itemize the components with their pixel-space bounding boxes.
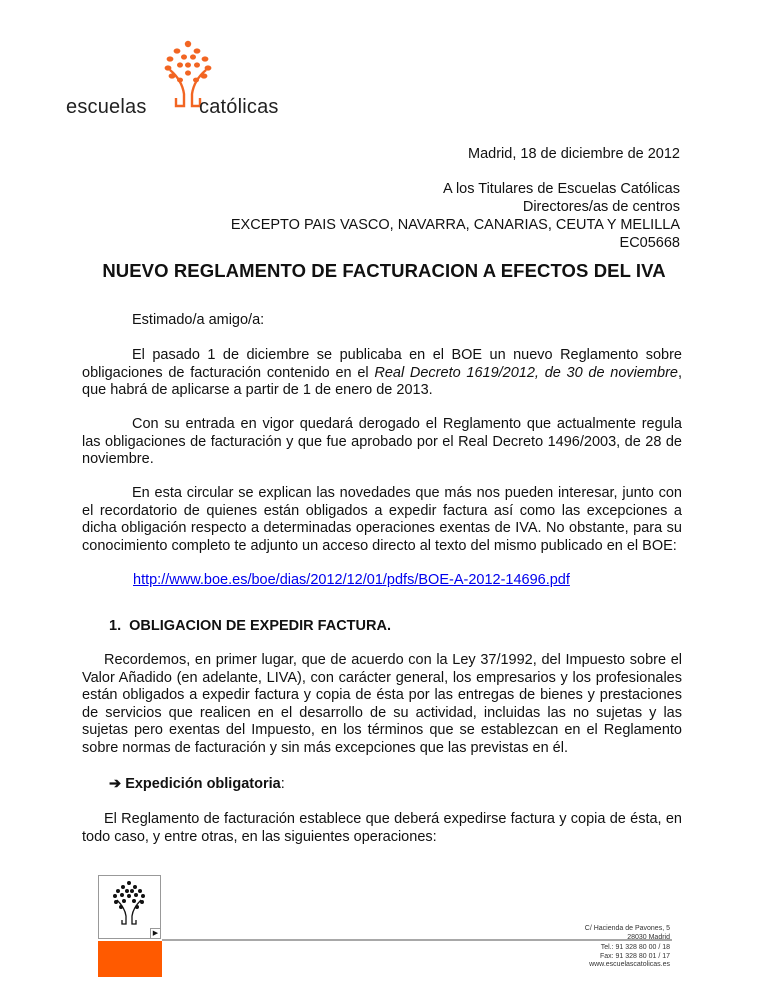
logo-text-catolicas: católicas [199, 96, 279, 118]
footer-orange-block [98, 941, 162, 977]
paragraph-text: , que habrá de aplicarse a partir de 1 de enero de 2013. [82, 364, 682, 398]
section-1-heading: 1. OBLIGACION DE EXPEDIR FACTURA. [109, 618, 391, 634]
recipient-line: EXCEPTO PAIS VASCO, NAVARRA, CANARIAS, CEUTA Y MELILLA [230, 217, 680, 233]
paragraph-repeal: Con su entrada en vigor quedará derogado el Reglamento que actualmente regula las obligaciones de facturación y que fue aprobado por el Real Decreto 1496/2003, de 28 de noviembre. [82, 416, 682, 467]
address-city: 28030 Madrid [627, 933, 670, 941]
subheading-colon: : [280, 776, 285, 792]
greeting: Estimado/a amigo/a: [132, 312, 265, 328]
footer-website: www.escuelascatolicas.es [589, 961, 670, 968]
arrow-right-icon: ➔ [109, 776, 122, 792]
document-title: NUEVO REGLAMENTO DE FACTURACION A EFECTOS DEL IVA [102, 260, 666, 281]
subheading-body: El Reglamento de facturación establece que deberá expedirse factura y copia de ésta, en todo caso, y entre otras, en las siguientes operaciones: [82, 811, 682, 845]
date-line: Madrid, 18 de diciembre de 2012 [468, 146, 680, 162]
play-icon: ▶ [150, 928, 161, 939]
address-street: C/ Hacienda de Pavones, 5 [584, 925, 670, 932]
subheading-expedicion [109, 776, 285, 792]
recipient-line: A los Titulares de Escuelas Católicas [443, 181, 680, 197]
subheading-text: Expedición obligatoria [125, 776, 281, 792]
footer-fax: Fax: 91 328 80 01 / 17 [599, 952, 670, 960]
reference-code: EC05668 [619, 235, 680, 251]
logo-text-escuelas: escuelas [66, 96, 147, 118]
paragraph-text: El pasado 1 de diciembre se publicaba en el BOE un nuevo Reglamento sobre obligaciones de facturación contenido en el [82, 347, 682, 381]
recipient-line: Directores/as de centros [522, 199, 680, 215]
footer-contact [589, 944, 670, 970]
footer-address [585, 925, 670, 942]
paragraph-intro [82, 347, 682, 400]
escuelas-catolicas-logo [66, 38, 296, 118]
footer-phone: Tel.: 91 328 80 00 / 18 [600, 944, 670, 951]
section-1-body: Recordemos, en primer lugar, que de acuerdo con la Ley 37/1992, del Impuesto sobre el Valor Añadido (en adelante, LIVA), con carácter general, los empresarios y los profesionales están obligados a expedir factura y copia de ésta por las entregas de bienes y prestaciones de servicios que realicen en el desarrollo de su actividad, incluidas las no sujetas y las sujetas pero exentas del Impuesto, en los términos que se establezcan en el Reglamento sobre normas de facturación y sin más excepciones que las previstas en él. [82, 652, 682, 756]
decree-reference: Real Decreto 1619/2012, de 30 de noviembre [374, 364, 678, 381]
recipients-block [231, 180, 680, 252]
boe-link[interactable]: http://www.boe.es/boe/dias/2012/12/01/pdfs/BOE-A-2012-14696.pdf [133, 572, 570, 588]
paragraph-circular: En esta circular se explican las novedades que más nos pueden interesar, junto con el recordatorio de quienes están obligados a expedir factura así como las excepciones a dicha obligación respecto a determinadas operaciones exentas de IVA. No obstante, para su conocimiento completo te adjunto un acceso directo al texto del mismo publicado en el BOE: [82, 485, 682, 554]
